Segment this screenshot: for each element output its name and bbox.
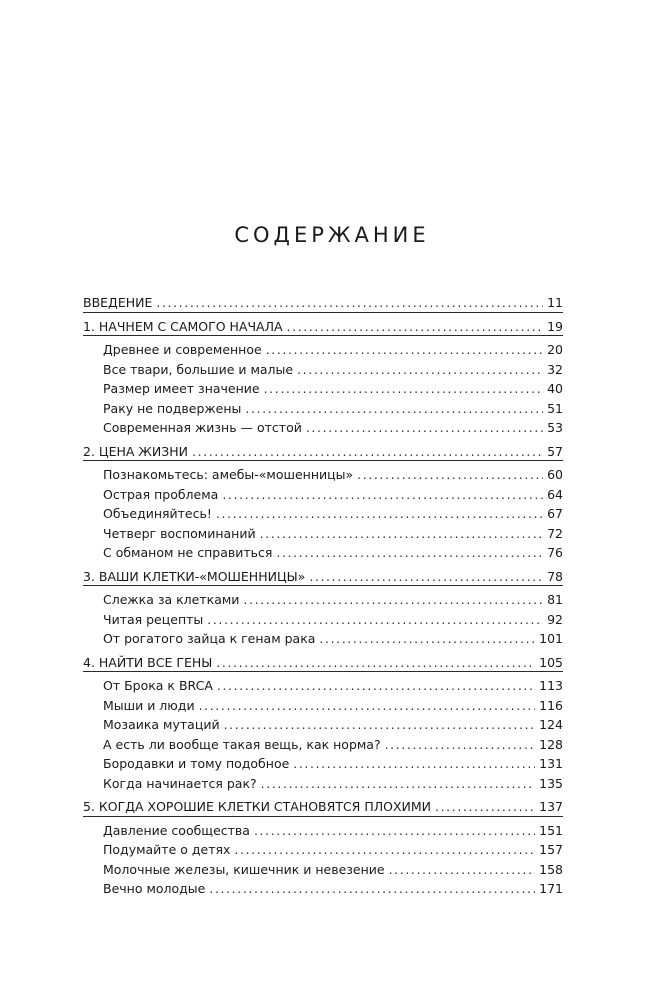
entry-title: 3. ВАШИ КЛЕТКИ-«МОШЕННИЦЫ»: [83, 568, 306, 584]
dot-leader: [224, 715, 536, 735]
toc-section: [83, 754, 563, 774]
dot-leader: [254, 821, 535, 841]
entry-title: Современная жизнь — отстой: [103, 420, 302, 435]
toc-section: [83, 504, 563, 524]
entry-title: Вечно молодые: [103, 881, 206, 896]
entry-title: Давление сообщества: [103, 822, 250, 838]
dot-leader: [266, 340, 543, 360]
dot-leader: [192, 442, 543, 462]
dot-leader: [319, 629, 535, 649]
entry-title: 4. НАЙТИ ВСЕ ГЕНЫ: [83, 654, 213, 670]
toc-chapter: [83, 797, 563, 817]
page-title: СОДЕРЖАНИЕ: [234, 223, 430, 247]
entry-title: А есть ли вообще такая вещь, как норма?: [103, 736, 381, 752]
page-number: 67: [547, 506, 563, 521]
toc-section: [83, 360, 563, 380]
entry-title: Когда начинается рак?: [103, 775, 257, 791]
page-number: 51: [547, 400, 563, 416]
dot-leader: [293, 754, 535, 774]
entry-title: 1. НАЧНЕМ С САМОГО НАЧАЛА: [83, 318, 283, 334]
dot-leader: [260, 524, 544, 544]
page-number: 64: [547, 486, 563, 502]
toc-section: [83, 610, 563, 630]
entry-title: Объединяйтесь!: [103, 506, 212, 521]
page-number: 78: [547, 568, 563, 584]
toc-section: [83, 821, 563, 841]
dot-leader: [264, 379, 543, 399]
page-number: 158: [539, 861, 563, 877]
page-number: 157: [539, 842, 563, 857]
page-number: 20: [547, 342, 563, 357]
page-number: 128: [539, 736, 563, 752]
entry-title: Слежка за клетками: [103, 592, 240, 607]
toc-chapter: [83, 653, 563, 673]
dot-leader: [216, 653, 535, 673]
page-number: 101: [539, 631, 563, 646]
entry-title: Все твари, большие и малые: [103, 361, 294, 377]
page-number: 171: [539, 881, 563, 896]
dot-leader: [389, 860, 536, 880]
entry-title: Молочные железы, кишечник и невезение: [103, 861, 385, 877]
toc-section: [83, 485, 563, 505]
toc-intro: [83, 293, 563, 313]
dot-leader: [276, 543, 543, 563]
dot-leader: [245, 399, 543, 419]
dot-leader: [261, 774, 535, 794]
entry-title: Бородавки и тому подобное: [103, 756, 290, 771]
dot-leader: [234, 840, 535, 860]
toc-section: [83, 379, 563, 399]
divider: [83, 585, 563, 586]
toc-section: [83, 629, 563, 649]
entry-title: 5. КОГДА ХОРОШИЕ КЛЕТКИ СТАНОВЯТСЯ ПЛОХИМИ: [83, 799, 432, 814]
page-number: 57: [547, 443, 563, 459]
toc-chapter: [83, 317, 563, 337]
toc-section: [83, 696, 563, 716]
entry-title: Размер имеет значение: [103, 381, 260, 396]
divider: [83, 816, 563, 817]
toc-chapter: [83, 442, 563, 462]
dot-leader: [216, 504, 543, 524]
divider: [83, 671, 563, 672]
page-number: 19: [547, 318, 563, 334]
dot-leader: [222, 485, 543, 505]
entry-title: Мозаика мутаций: [103, 717, 220, 732]
page-number: 53: [547, 420, 563, 435]
toc-section: [83, 735, 563, 755]
divider: [83, 460, 563, 461]
entry-title: Четверг воспоминаний: [103, 525, 256, 541]
page-number: 151: [539, 822, 563, 838]
entry-title: Читая рецепты: [103, 611, 204, 627]
dot-leader: [199, 696, 536, 716]
entry-title: Раку не подвержены: [103, 400, 242, 416]
page-number: 116: [539, 697, 563, 713]
toc-section: [83, 465, 563, 485]
entry-title: От рогатого зайца к генам рака: [103, 631, 316, 646]
page-number: 135: [539, 775, 563, 791]
entry-title: 2. ЦЕНА ЖИЗНИ: [83, 443, 189, 459]
page-number: 72: [547, 525, 563, 541]
page-number: 81: [547, 592, 563, 607]
entry-title: Древнее и современное: [103, 342, 262, 357]
toc-section: [83, 418, 563, 438]
toc-section: [83, 840, 563, 860]
dot-leader: [306, 418, 543, 438]
entry-title: С обманом не справиться: [103, 545, 273, 560]
entry-title: Познакомьтесь: амебы-«мошенницы»: [103, 467, 354, 482]
page-number: 137: [539, 799, 563, 814]
page-number: 11: [547, 295, 563, 310]
page-number: 32: [547, 361, 563, 377]
toc-section: [83, 340, 563, 360]
divider: [83, 335, 563, 336]
toc-section: [83, 543, 563, 563]
dot-leader: [385, 735, 536, 755]
toc-section: [83, 860, 563, 880]
page-number: 105: [539, 654, 563, 670]
page-number: 40: [547, 381, 563, 396]
toc-section: [83, 879, 563, 899]
page-number: 113: [539, 678, 563, 693]
dot-leader: [209, 879, 535, 899]
toc-section: [83, 399, 563, 419]
entry-title: Мыши и люди: [103, 697, 195, 713]
dot-leader: [309, 567, 543, 587]
entry-title: От Брока к BRCA: [103, 678, 213, 693]
dot-leader: [217, 676, 535, 696]
dot-leader: [287, 317, 544, 337]
toc-chapter: [83, 567, 563, 587]
entry-title: Острая проблема: [103, 486, 219, 502]
page-number: 76: [547, 545, 563, 560]
toc-section: [83, 676, 563, 696]
toc-section: [83, 524, 563, 544]
dot-leader: [207, 610, 543, 630]
toc-section: [83, 590, 563, 610]
page-number: 92: [547, 611, 563, 627]
dot-leader: [156, 293, 543, 313]
page-number: 131: [539, 756, 563, 771]
dot-leader: [297, 360, 543, 380]
dot-leader: [357, 465, 543, 485]
dot-leader: [243, 590, 543, 610]
entry-title: ВВЕДЕНИЕ: [83, 295, 153, 310]
page-number: 124: [539, 717, 563, 732]
table-of-contents: [83, 293, 563, 899]
divider: [83, 312, 563, 313]
toc-section: [83, 715, 563, 735]
entry-title: Подумайте о детях: [103, 842, 231, 857]
dot-leader: [435, 797, 535, 817]
page-number: 60: [547, 467, 563, 482]
toc-section: [83, 774, 563, 794]
